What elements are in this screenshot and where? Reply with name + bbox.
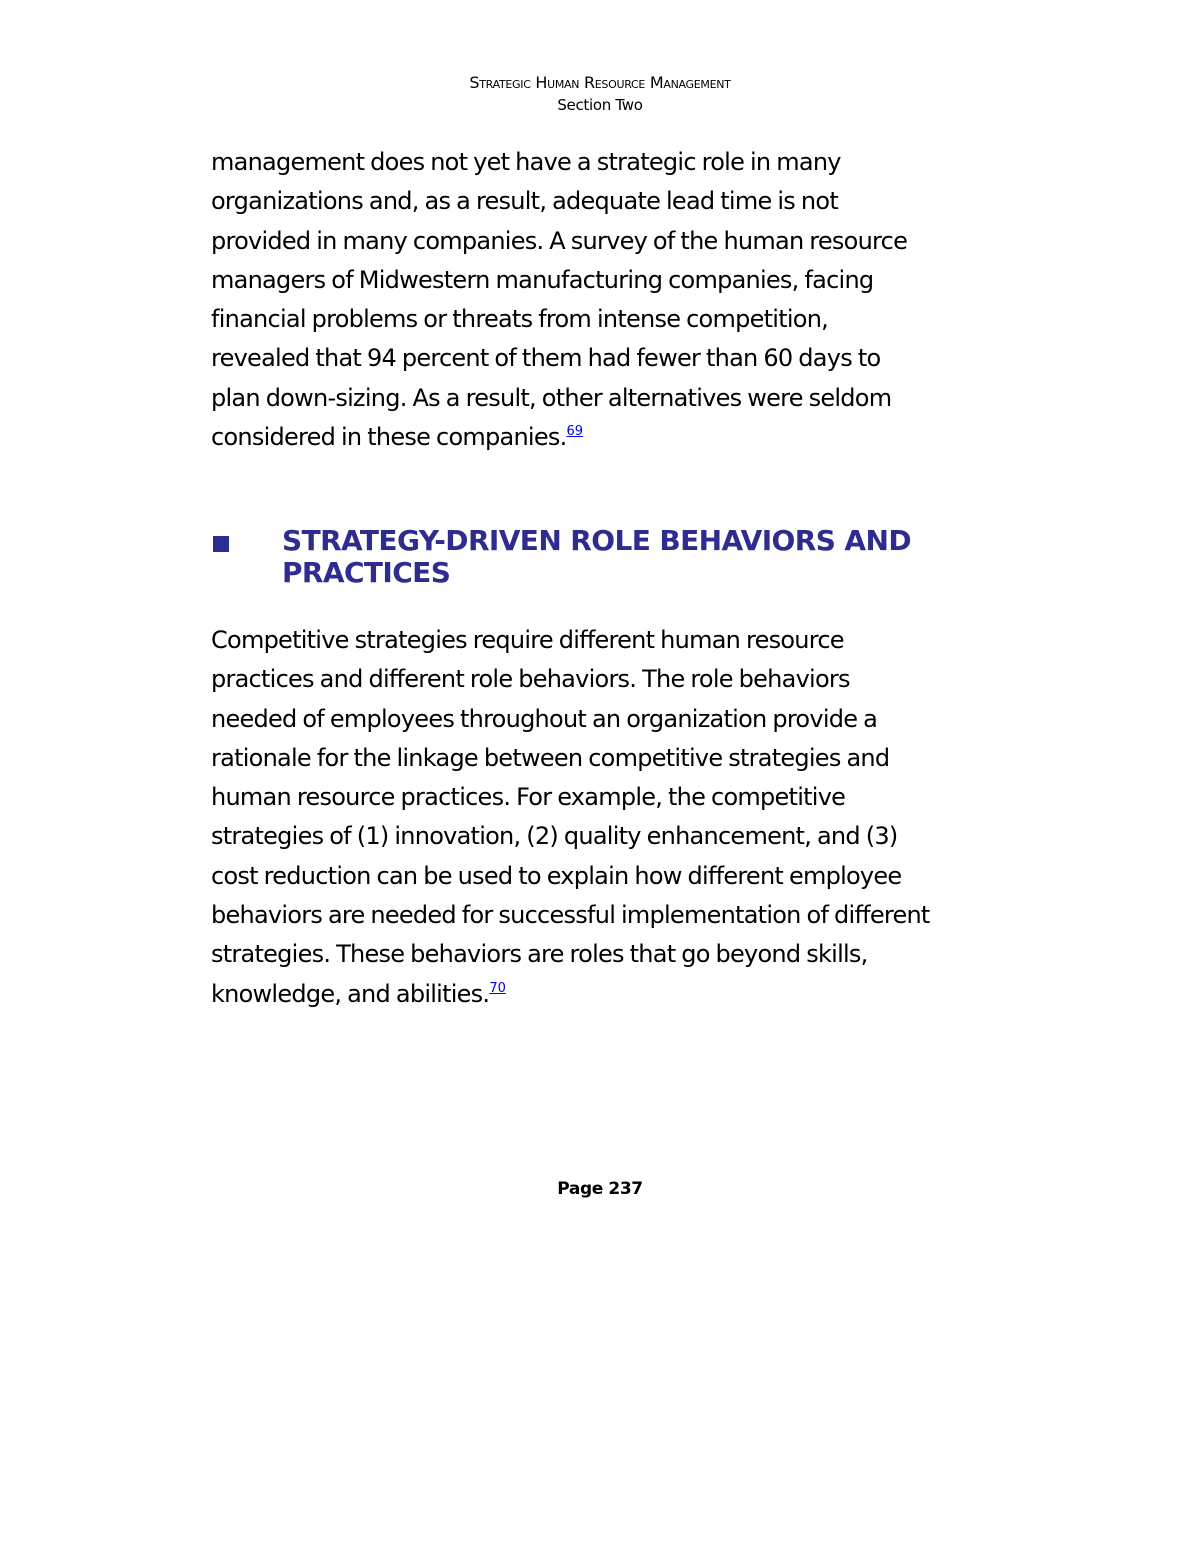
- text-line-last: [211, 418, 1001, 457]
- page-number: Page 237: [557, 1179, 643, 1199]
- text-line-last: [211, 975, 1001, 1014]
- footnote-link-69[interactable]: 69: [566, 424, 584, 440]
- text-line: provided in many companies. A survey of the human resource: [211, 226, 908, 255]
- heading-line: STRATEGY-DRIVEN ROLE BEHAVIORS AND: [282, 524, 911, 557]
- text-line: strategies of (1) innovation, (2) quality enhancement, and (3): [211, 822, 898, 851]
- heading-line: PRACTICES: [282, 556, 451, 589]
- text-line: plan down-sizing. As a result, other alternatives were seldom: [211, 383, 892, 412]
- text-line: behaviors are needed for successful implementation of different: [211, 901, 930, 930]
- section-label: Section Two: [557, 96, 643, 114]
- heading-text: [282, 525, 982, 589]
- square-bullet-icon: [213, 536, 229, 552]
- text-line: strategies. These behaviors are roles that go beyond skills,: [211, 940, 868, 969]
- running-header: [0, 72, 1200, 116]
- text-line: practices and different role behaviors. The role behaviors: [211, 665, 850, 694]
- body-paragraph: [211, 143, 1001, 457]
- text-line: cost reduction can be used to explain how different employee: [211, 861, 902, 890]
- text-line: rationale for the linkage between competitive strategies and: [211, 743, 890, 772]
- document-title: Strategic Human Resource Management: [469, 73, 731, 92]
- text-line: human resource practices. For example, the competitive: [211, 783, 846, 812]
- text-line: needed of employees throughout an organization provide a: [211, 704, 878, 733]
- footnote-link-70[interactable]: 70: [489, 980, 506, 996]
- text-line: revealed that 94 percent of them had fewer than 60 days to: [211, 344, 881, 373]
- text-line: management does not yet have a strategic role in many: [211, 148, 841, 176]
- text-line: Competitive strategies require different human resource: [211, 626, 844, 654]
- body-paragraph: [211, 621, 1001, 1014]
- text-line: organizations and, as a result, adequate lead time is not: [211, 187, 838, 216]
- text-line: financial problems or threats from intense competition,: [211, 305, 829, 334]
- text-line-content: considered in these companies.: [211, 423, 567, 452]
- text-line: managers of Midwestern manufacturing companies, facing: [211, 265, 874, 294]
- text-line-content: knowledge, and abilities.: [211, 979, 490, 1008]
